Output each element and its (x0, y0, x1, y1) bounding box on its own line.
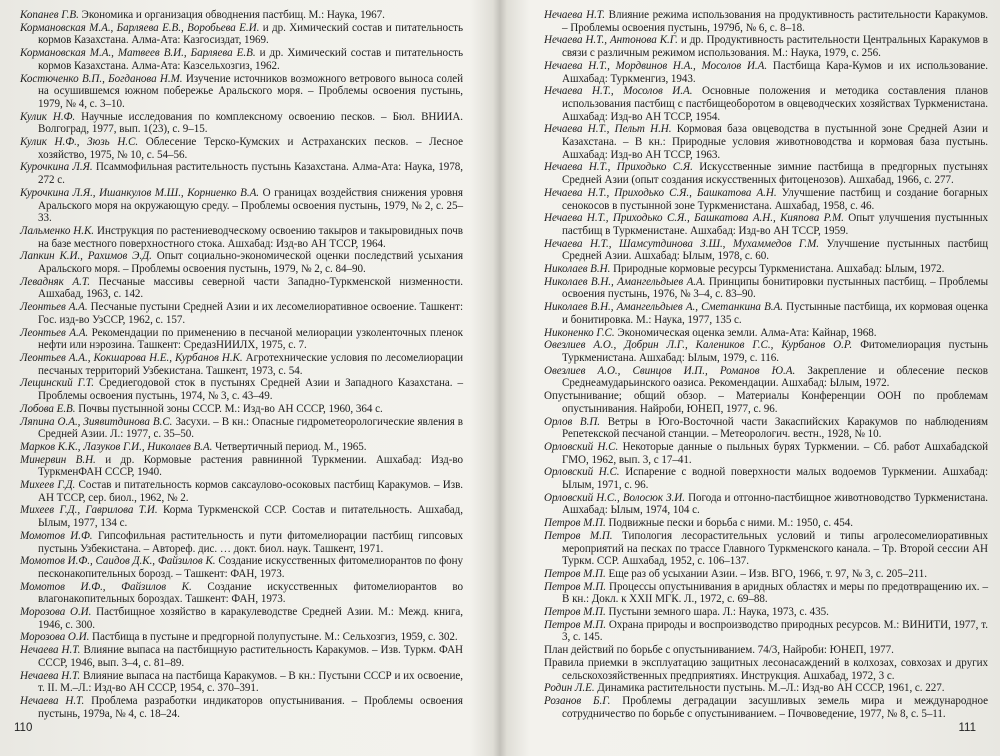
bibliography-entry (544, 416, 988, 441)
entry-author: Кулик Н.Ф. (20, 110, 76, 123)
entry-author: Левадняк А.Т. (20, 275, 90, 288)
entry-text: Природные кормовые ресурсы Туркменистана. Ашхабад: Ылым, 1972. (613, 263, 945, 276)
entry-author: Нечаева Н.Т., Антонова К.Г. (544, 34, 678, 47)
entry-text: Фитомелиорация пустынь Туркменистана. Ашхабад: Ылым, 1979, с. 116. (562, 339, 989, 364)
bibliography-entry (20, 9, 463, 22)
entry-author: Морозова О.И. (20, 631, 90, 644)
bibliography-entry (544, 276, 988, 301)
entry-text: Пастбища Кара-Кумов и их использование. Ашхабад: Туркменгиз, 1943. (562, 59, 988, 85)
entry-author: Николаев В.Н., Амангельдыев А.А. (544, 275, 706, 288)
bibliography-entry (20, 695, 463, 720)
bibliography-entry (544, 212, 988, 237)
entry-author: Момотов И.Ф., Саидов Д.К., Файзилов К. (20, 555, 216, 568)
entry-text: Ветры в Юго-Восточной части Закаспийских Каракумов по наблюдениям Репетекской песчаной станции. – Метеорологич. вестн., 1928, № 10. (562, 415, 988, 441)
bibliography-entry (20, 187, 463, 225)
entry-author: Леонтьев А.А., Кокшарова Н.Е., Курбанов Н.К. (20, 351, 243, 364)
entry-author: Курочкина Л.Я., Ишанкулов М.Ш., Корниенко В.А. (20, 186, 260, 199)
entry-author: Петров М.П. (544, 606, 606, 619)
bibliography-entry (20, 47, 463, 72)
entry-author: Кормановская М.А., Матвеев В.И., Барляева Е.В. (20, 47, 256, 60)
right-page-number: 111 (958, 722, 976, 734)
entry-text: Создание искусственных фитомелиорантов во влагонакопительных бороздах. Ташкент: ФАН, 1973. (38, 580, 463, 606)
entry-text: План действий по борьбе с опустыниванием. 74/3, Найроби: ЮНЕП, 1977. (544, 644, 894, 657)
entry-text: Улучшение пустынных пастбищ Средней Азии. Ашхабад: Ылым, 1978, с. 60. (562, 237, 988, 263)
entry-author: Кормановская М.А., Барляева Е.В., Воробьева Е.И. (20, 21, 260, 34)
bibliography-entry (544, 441, 988, 466)
entry-author: Лещинский Г.Т. (20, 377, 94, 390)
entry-author: Нечаева Н.Т., Пельт Н.Н. (544, 123, 672, 136)
bibliography-entry (544, 682, 988, 695)
entry-author: Никоненко Г.С. (544, 326, 615, 339)
bibliography-entry (544, 619, 988, 644)
entry-text: Облесение Терско-Кумских и Астраханских песков. – Лесное хозяйство, 1975, № 10, с. 54–56. (38, 136, 463, 161)
entry-text: Влияние режима использования на продуктивность растительности Каракумов. – Проблемы освоения пустынь, 1979б, № 6, с. 8–18. (562, 9, 988, 34)
bibliography-entry (544, 581, 988, 606)
entry-text: Пустынные пастбища, их кормовая оценка и бонитировка. М.: Наука, 1977, 135 с. (562, 301, 988, 326)
bibliography-entry (544, 60, 988, 85)
entry-text: Научные исследования по комплексному освоению песков. – Бюл. ВНИИА. Волгоград, 1977, вып. 1(23), с. 9–15. (38, 110, 463, 136)
entry-text: Опыт социально-экономической оценки последствий усыхания Аральского моря. – Проблемы освоения пустынь, 1979, № 2, с. 84–90. (38, 250, 463, 276)
bibliography-entry (544, 85, 988, 123)
entry-text: Пастбищное хозяйство в каракулеводстве Средней Азии. М.: Межд. книга, 1946, с. 300. (38, 606, 464, 631)
entry-author: Овезлиев А.О., Свинцов И.П., Романов Ю.А. (544, 364, 796, 377)
entry-author: Нечаева Н.Т., Шамсутдинова З.Ш., Мухаммедов Г.М. (544, 237, 820, 250)
entry-text: Опустынивание; общий обзор. – Материалы Конференции ООН по проблемам опустынивания. Найроби, ЮНЕП, 1977, с. 96. (544, 390, 988, 415)
entry-text: Гипсофильная растительность и пути фитомелиорации пастбищ гипсовых пустынь Узбекистана. – Автореф. дис. … докт. биол. наук. Ташкент, 1971. (38, 529, 463, 555)
entry-text: Проблемы деградации засушливых земель мира и международное сотрудничество по борьбе с опустыниванием. – Почвоведение, 1977, № 8, с. 5–11. (562, 694, 988, 720)
entry-text: Создание искусственных фитомелиорантов по фону песконакопительных борозд. – Ташкент: ФАН, 1973. (38, 555, 463, 580)
entry-text: Рекомендации по применению в песчаной мелиорации узколенточных пленок нефти или нэрозина. Ташкент: СредазНИИЛХ, 1975, с. 7. (38, 326, 463, 352)
entry-author: Нечаева Н.Т., Мордвинов Н.А., Мосолов И.А. (544, 59, 768, 72)
entry-author: Нечаева Н.Т. (544, 9, 605, 21)
bibliography-entry (20, 352, 463, 377)
entry-author: Ляпина О.А., Зиявитдинова В.С. (20, 415, 173, 428)
entry-text: Типология лесорастительных условий и типы агролесомелиоративных мероприятий на песках по трассе Главного Туркменского канала. – Тр. Второй сессии АН Туркм. ССР. Ашхабад, 1952, с. 106–137. (562, 529, 988, 568)
entry-author: Николаев В.Н., Амангельдыев А., Сметанкина В.А. (544, 301, 783, 314)
entry-text: Кормовая база овцеводства в пустынной зоне Средней Азии и Казахстана. – В кн.: Природные условия животноводства и кормовая база пустынь. Ашхабад: Изд-во АН ТССР, 1963. (562, 123, 988, 161)
entry-author: Орловский Н.С., Волосюк З.И. (544, 491, 685, 504)
bibliography-entry (20, 111, 463, 136)
bibliography-entry (20, 73, 463, 111)
right-page (504, 0, 1000, 756)
bibliography-entry (544, 263, 988, 276)
entry-author: Курочкина Л.Я. (20, 161, 93, 174)
entry-text: Корма Туркменской ССР. Состав и питательность. Ашхабад, Ылым, 1977, 134 с. (38, 504, 464, 530)
entry-text: Процессы опустынивания в аридных областях и меры по предотвращению их. – В кн.: Докл. к XXII МГК. Л., 1972, с. 69–88. (562, 580, 988, 606)
entry-author: Морозова О.И. (20, 606, 92, 619)
bibliography-entry (544, 390, 988, 415)
entry-text: Закрепление и облесение песков Среднеамударьинского оазиса. Рекомендации. Ашхабад: Ылым, 1972. (562, 364, 988, 390)
entry-author: Орловский Н.С. (544, 440, 619, 453)
entry-author: Петров М.П. (544, 567, 606, 580)
entry-author: Нечаева Н.Т. (20, 644, 81, 657)
entry-text: и др. Химический состав и питательность кормов Казахстана. Алма-Ата: Казгосиздат, 1969. (38, 21, 463, 47)
bibliography-entry (20, 250, 463, 275)
bibliography-entry (20, 631, 463, 644)
entry-author: Момотов И.Ф. (20, 529, 93, 542)
entry-author: Петров М.П. (544, 580, 606, 593)
entry-text: Основные положения и методика составления планов использования пастбищ с пастбищеоборотом в овцеводческих хозяйствах Туркменистана. Ашхабад: Изд-во АН ТССР, 1954. (562, 85, 988, 123)
bibliography-entry (20, 606, 463, 631)
entry-author: Лобова Е.В. (20, 402, 76, 415)
entry-text: Агротехнические условия по лесомелиорации песчаных территорий Узбекистана. Ташкент, 1973, с. 54. (38, 351, 463, 377)
entry-text: Влияние выпаса на пастбищную растительность Каракумов. – Изв. Туркм. ФАН СССР, 1946, вып. 3–4, с. 81–89. (38, 644, 463, 669)
entry-text: и др. Химический состав и питательность кормов Казахстана. Алма-Ата: Казсельхозгиз, 1962. (38, 47, 463, 72)
entry-author: Леонтьев А.А. (20, 326, 89, 339)
entry-text: Испарение с водной поверхности малых водоемов Туркмении. Ашхабад: Ылым, 1971, с. 96. (562, 466, 988, 492)
entry-author: Костюченко В.П., Богданова Н.М. (20, 72, 183, 85)
bibliography-entry (544, 466, 988, 491)
entry-text: Улучшение пастбищ и создание богарных сенокосов в пустынной зоне Туркменистана. Ашхабад, 1958, с. 46. (562, 186, 988, 212)
entry-author: Орлов В.П. (544, 415, 601, 428)
bibliography-entry (20, 161, 463, 186)
entry-author: Нечаева Н.Т., Приходько С.Я. (544, 161, 693, 174)
bibliography-entry (20, 644, 463, 669)
bibliography-entry (544, 517, 988, 530)
bibliography-entry (544, 492, 988, 517)
entry-author: Михеев Г.Д., Гаврилова Т.И. (20, 504, 158, 517)
bibliography-entry (20, 454, 463, 479)
bibliography-entry (544, 365, 988, 390)
right-bibliography-list (544, 9, 988, 720)
entry-author: Лапкин К.И., Рахимов Э.Д. (20, 250, 152, 263)
bibliography-entry (544, 187, 988, 212)
entry-text: Четвертичный период. М., 1965. (215, 440, 367, 453)
bibliography-entry (20, 670, 463, 695)
entry-text: Погода и отгонно-пастбищное животноводство Туркменистана. Ашхабад: Ылым, 1974, 104 с. (562, 491, 988, 517)
bibliography-entry (20, 581, 463, 606)
entry-text: Искусственные зимние пастбища в предгорных пустынях Средней Азии (опыт создания искусственных фитоценозов). Ашхабад, 1966, с. 277. (562, 161, 988, 187)
entry-text: Песчаные пустыни Средней Азии и их лесомелиоративное освоение. Ташкент: Гос. изд-во УзССР, 1962, с. 157. (38, 301, 463, 326)
bibliography-entry (20, 555, 463, 580)
entry-author: Петров М.П. (544, 529, 613, 542)
bibliography-entry (544, 327, 988, 340)
bibliography-entry (544, 530, 988, 568)
entry-text: Песчаные массивы северной части Западно-Туркменской низменности. Ашхабад, 1963, с. 142. (38, 275, 463, 301)
entry-text: Пастбища в пустыне и предгорной полупустыне. М.: Сельхозгиз, 1959, с. 302. (92, 631, 458, 644)
entry-text: Засухи. – В кн.: Опасные гидрометеорологические явления в Средней Азии. Л.: 1977, с. 35–50. (38, 415, 463, 441)
entry-author: Лальменко Н.К. (20, 224, 95, 237)
entry-text: Пустыни земного шара. Л.: Наука, 1973, с. 435. (608, 606, 829, 619)
left-page-number: 110 (14, 722, 33, 734)
bibliography-entry (544, 238, 988, 263)
bibliography-entry (544, 644, 988, 657)
entry-author: Родин Л.Е. (544, 682, 595, 695)
entry-text: Почвы пустынной зоны СССР. М.: Изд-во АН СССР, 1960, 364 с. (78, 402, 383, 415)
bibliography-entry (20, 225, 463, 250)
entry-text: Охрана природы и воспроизводство природных ресурсов. М.: ВИНИТИ, 1977, т. 3, с. 145. (562, 618, 988, 644)
bibliography-entry (20, 22, 463, 47)
bibliography-entry (544, 568, 988, 581)
entry-text: Еще раз об усыхании Азии. – Изв. ВГО, 1966, т. 97, № 3, с. 205–211. (608, 567, 928, 580)
bibliography-entry (20, 403, 463, 416)
entry-author: Николаев В.Н. (544, 263, 611, 276)
entry-text: Опыт улучшения пустынных пастбищ в Туркменистане. Ашхабад: Изд-во АН ТССР, 1959. (562, 212, 988, 237)
entry-text: Некоторые данные о пыльных бурях Туркмении. – Сб. работ Ашхабадской ГМО, 1962, вып. 3, с 17–41. (562, 440, 988, 466)
entry-text: и др. Продуктивность растительности Центральных Каракумов в связи с различным режимом использования. М.: Наука, 1979, с. 256. (562, 34, 988, 60)
entry-text: Подвижные пески и борьба с ними. М.: 1950, с. 454. (608, 517, 853, 530)
entry-author: Нечаева Н.Т., Мосолов И.А. (544, 85, 693, 98)
bibliography-entry (20, 530, 463, 555)
entry-author: Овезлиев А.О., Добрин Л.Г., Калеников Г.С., Курбанов О.Р. (544, 339, 853, 352)
entry-author: Кулик Н.Ф., Зюзь Н.С. (20, 136, 139, 149)
bibliography-entry (544, 339, 988, 364)
bibliography-entry (20, 416, 463, 441)
entry-text: Проблема разработки индикаторов опустынивания. – Проблемы освоения пустынь, 1979а, № 4, с. 18–24. (38, 694, 463, 720)
entry-author: Нечаева Н.Т. (20, 694, 85, 707)
entry-text: Правила приемки в эксплуатацию защитных лесонасаждений в колхозах, совхозах и других сельскохозяйственных предприятиях. Инструкция. Ашхабад, 1972, 3 с. (544, 656, 988, 682)
entry-text: Изучение источников возможного ветрового выноса солей на осушившемся южном побережье Аральского моря. – Проблемы освоения пустынь, 1979, № 4, с. 3–10. (38, 72, 463, 110)
bibliography-entry (544, 123, 988, 161)
entry-text: Экономика и организация обводнения пастбищ. М.: Наука, 1967. (81, 9, 385, 21)
bibliography-entry (20, 276, 463, 301)
entry-author: Момотов И.Ф., Файзилов К. (20, 580, 192, 593)
entry-text: Влияние выпаса на пастбища Каракумов. – В кн.: Пустыни СССР и их освоение, т. II. М.–Л.: Изд-во АН СССР, 1954, с. 370–391. (38, 669, 463, 695)
entry-text: Состав и питательность кормов саксаулово-осоковых пастбищ Каракумов. – Изв. АН ТССР, сер. биол., 1962, № 2. (38, 479, 463, 504)
entry-author: Марков К.К., Лазуков Г.И., Николаев В.А. (20, 440, 213, 453)
entry-author: Петров М.П. (544, 517, 606, 530)
entry-author: Розанов Б.Г. (544, 694, 611, 707)
entry-author: Копанев Г.В. (20, 9, 79, 21)
bibliography-entry (20, 136, 463, 161)
entry-text: Псаммофильная растительность пустынь Казахстана. Алма-Ата: Наука, 1978, 272 с. (38, 161, 463, 187)
entry-text: Инструкция по растениеводческому освоению такыров и такыровидных почв на базе местного поверхностного стока. Ашхабад: Изд-во АН ТССР, 1964. (38, 224, 463, 250)
entry-author: Нечаева Н.Т., Приходько С.Я., Башкатова А.Н. (544, 186, 777, 199)
entry-author: Нечаева Н.Т., Приходько С.Я., Башкатова А.Н., Кияпова Р.М. (544, 212, 844, 225)
bibliography-entry (544, 161, 988, 186)
entry-author: Михеев Г.Д. (20, 479, 76, 492)
bibliography-entry (20, 301, 463, 326)
left-page (0, 0, 496, 756)
bibliography-entry (544, 695, 988, 720)
entry-text: и др. Кормовые растения равнинной Туркмении. Ашхабад: Изд-во ТуркменФАН СССР, 1940. (38, 453, 463, 479)
entry-author: Нечаева Н.Т. (20, 669, 81, 682)
bibliography-entry (20, 479, 463, 504)
entry-author: Леонтьев А.А. (20, 301, 88, 314)
entry-author: Орловский Н.С. (544, 466, 620, 479)
bibliography-entry (20, 441, 463, 454)
entry-text: Динамика растительности пустынь. М.–Л.: Изд-во АН СССР, 1961, с. 227. (597, 682, 945, 695)
bibliography-entry (20, 504, 463, 529)
bibliography-entry (20, 377, 463, 402)
entry-author: Петров М.П. (544, 618, 606, 631)
bibliography-entry (544, 606, 988, 619)
bibliography-entry (544, 301, 988, 326)
bibliography-entry (20, 327, 463, 352)
bibliography-entry (544, 9, 988, 34)
left-bibliography-list (20, 9, 463, 720)
bibliography-entry (544, 34, 988, 59)
entry-author: Минервин В.Н. (20, 453, 96, 466)
entry-text: Принципы бонитировки пустынных пастбищ. – Проблемы освоения пустынь, 1976, № 3–4, с. 83–90. (562, 275, 988, 301)
entry-text: Средиегодовой сток в пустынях Средней Азии и Западного Казахстана. – Проблемы освоения пустынь, 1974, № 3, с. 43–49. (38, 377, 463, 403)
bibliography-entry (544, 657, 988, 682)
entry-text: Экономическая оценка земли. Алма-Ата: Кайнар, 1968. (617, 326, 877, 339)
entry-text: О границах воздействия снижения уровня Аральского моря на окружающую среду. – Проблемы освоения пустынь, 1979, № 2, с. 25–33. (38, 186, 463, 225)
